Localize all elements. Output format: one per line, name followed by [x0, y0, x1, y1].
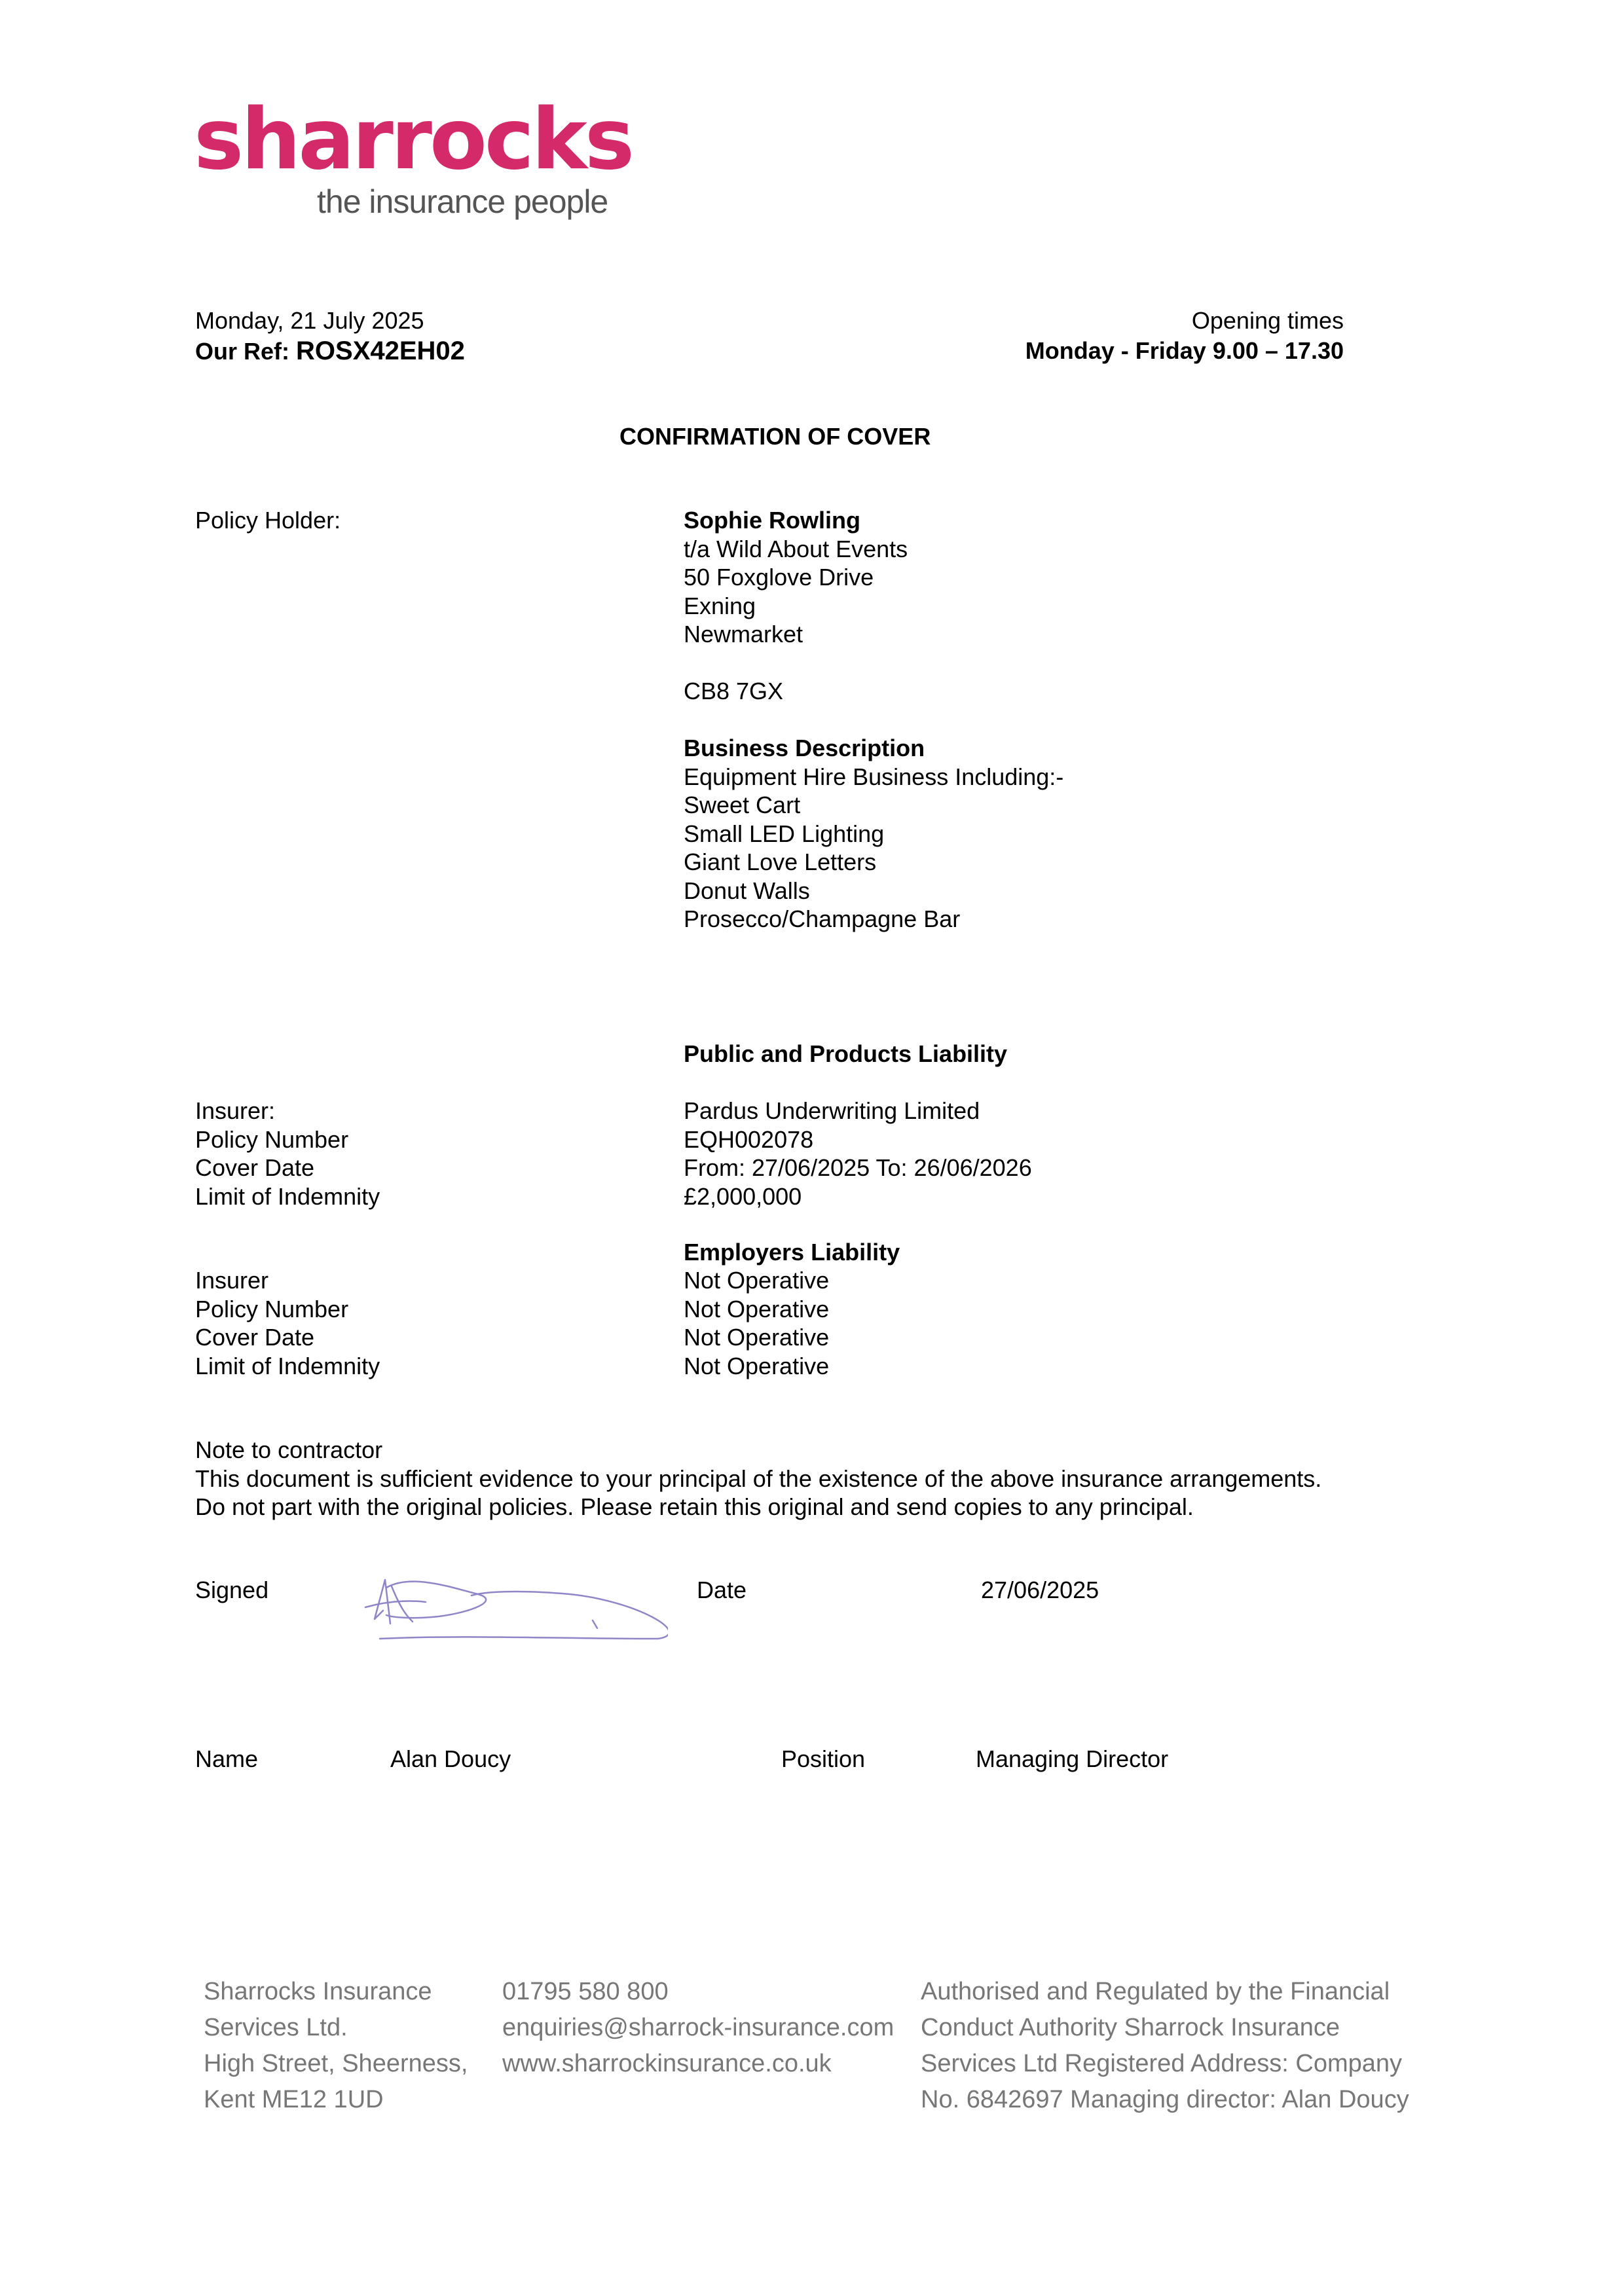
insurer-value: Not Operative	[684, 1267, 830, 1294]
limit-of-indemnity-value: £2,000,000	[684, 1182, 802, 1210]
position-value: Managing Director	[976, 1745, 1169, 1772]
public-liability-heading: Public and Products Liability	[684, 1040, 1008, 1067]
name-label: Name	[195, 1745, 259, 1772]
logo-tagline: the insurance people	[317, 183, 608, 220]
footer-line: Kent ME12 1UD	[204, 2086, 384, 2113]
employers-liability-values	[684, 1266, 829, 1380]
spacer	[684, 706, 1063, 735]
employers-liability-heading: Employers Liability	[684, 1239, 900, 1266]
limit-of-indemnity-label: Limit of Indemnity	[195, 1352, 380, 1379]
business-line: Prosecco/Champagne Bar	[684, 905, 961, 932]
footer-line: High Street, Sheerness,	[204, 2050, 468, 2077]
opening-times-label: Opening times	[1191, 307, 1344, 334]
footer-line: Services Ltd.	[204, 2014, 348, 2041]
address-line: Newmarket	[684, 621, 803, 647]
policy-number-label: Policy Number	[195, 1125, 349, 1153]
signature-image	[354, 1561, 668, 1653]
address-line: 50 Foxglove Drive	[684, 564, 874, 591]
ref-label: Our Ref:	[195, 338, 297, 365]
date-label: Date	[697, 1576, 747, 1603]
document-title: CONFIRMATION OF COVER	[619, 423, 931, 450]
footer-line: Conduct Authority Sharrock Insurance	[921, 2014, 1340, 2041]
signed-label: Signed	[195, 1576, 269, 1603]
cover-date-label: Cover Date	[195, 1154, 315, 1181]
footer-line: Authorised and Regulated by the Financial	[921, 1978, 1390, 2005]
insurer-label: Insurer	[195, 1267, 269, 1294]
footer-contact	[502, 1974, 894, 2082]
postcode: CB8 7GX	[684, 678, 784, 704]
footer-company-address	[204, 1974, 468, 2118]
note-line: This document is sufficient evidence to your principal of the existence of the above insurance arrangements.	[195, 1465, 1322, 1492]
footer-line: Services Ltd Registered Address: Company	[921, 2050, 1403, 2077]
footer-line: Sharrocks Insurance	[204, 1978, 432, 2005]
policy-number-value: EQH002078	[684, 1125, 814, 1153]
cover-date-value: Not Operative	[684, 1324, 830, 1351]
ref-value: ROSX42EH02	[296, 337, 465, 365]
public-liability-labels	[195, 1097, 380, 1211]
trading-as: t/a Wild About Events	[684, 535, 908, 562]
policy-holder-block	[684, 506, 1063, 934]
address-line: Exning	[684, 592, 756, 619]
note-to-contractor	[195, 1436, 1321, 1522]
footer-regulatory	[921, 1974, 1409, 2118]
footer-website: www.sharrockinsurance.co.uk	[502, 2050, 832, 2077]
policy-number-value: Not Operative	[684, 1295, 830, 1322]
position-label: Position	[781, 1745, 866, 1772]
date-value: 27/06/2025	[981, 1576, 1099, 1603]
opening-hours: Monday - Friday 9.00 – 17.30	[1025, 337, 1344, 364]
limit-of-indemnity-label: Limit of Indemnity	[195, 1182, 380, 1210]
note-heading: Note to contractor	[195, 1436, 383, 1463]
policy-holder-label: Policy Holder:	[195, 507, 341, 534]
insurer-label: Insurer:	[195, 1097, 276, 1124]
business-line: Sweet Cart	[684, 792, 801, 818]
business-line: Donut Walls	[684, 877, 810, 904]
footer-email: enquiries@sharrock-insurance.com	[502, 2014, 895, 2041]
footer-phone: 01795 580 800	[502, 1978, 669, 2005]
spacer	[684, 649, 1063, 678]
insurer-value: Pardus Underwriting Limited	[684, 1097, 980, 1124]
name-value: Alan Doucy	[390, 1745, 511, 1772]
letter-date: Monday, 21 July 2025	[195, 307, 424, 334]
our-reference	[195, 337, 465, 366]
public-liability-values	[684, 1097, 1032, 1211]
business-line: Equipment Hire Business Including:-	[684, 763, 1064, 790]
business-line: Giant Love Letters	[684, 848, 877, 875]
business-line: Small LED Lighting	[684, 820, 885, 847]
cover-date-label: Cover Date	[195, 1324, 315, 1351]
policy-number-label: Policy Number	[195, 1295, 349, 1322]
note-line: Do not part with the original policies. Please retain this original and send copies to any principal.	[195, 1493, 1194, 1520]
footer-line: No. 6842697 Managing director: Alan Doucy	[921, 2086, 1409, 2113]
logo-wordmark: sharrocks	[194, 91, 633, 189]
employers-liability-labels	[195, 1266, 380, 1380]
company-logo	[194, 91, 633, 220]
policy-holder-name: Sophie Rowling	[684, 507, 860, 534]
cover-date-value: From: 27/06/2025 To: 26/06/2026	[684, 1154, 1032, 1181]
business-description-heading: Business Description	[684, 735, 925, 761]
limit-of-indemnity-value: Not Operative	[684, 1352, 830, 1379]
